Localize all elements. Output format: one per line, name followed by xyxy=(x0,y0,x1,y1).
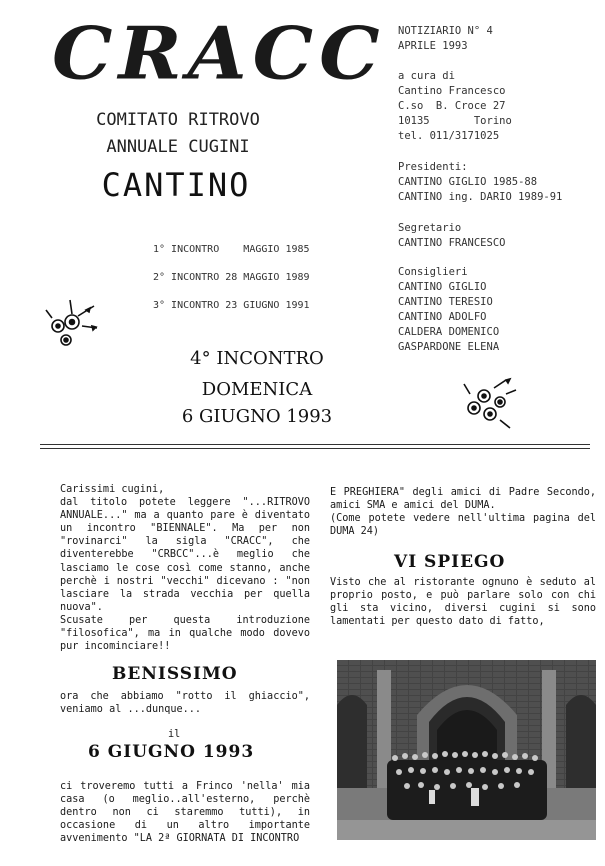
flower-left-icon xyxy=(42,296,100,354)
flower-right-icon xyxy=(460,374,518,432)
heading-benissimo: BENISSIMO xyxy=(112,664,238,684)
president-1: CANTINO GIGLIO 1985-88 xyxy=(398,176,538,188)
advisor-3: CANTINO ADOLFO xyxy=(398,311,487,323)
group-photo xyxy=(337,660,596,840)
meeting-2: 2° INCONTRO 28 MAGGIO 1989 xyxy=(153,272,310,283)
event-line-2: DOMENICA xyxy=(201,379,313,400)
advisor-5: GASPARDONE ELENA xyxy=(398,341,500,353)
curator-phone: tel. 011/3171025 xyxy=(398,130,500,142)
curator-label: a cura di xyxy=(398,70,455,82)
article-para-4: E PREGHIERA" degli amici di Padre Secondo, amici SMA e amici del DUMA. (Come potete vedere nell'ultima pagina del DUMA 24) xyxy=(330,487,596,538)
issue-number: NOTIZIARIO N° 4 xyxy=(398,25,493,37)
article-para-5: Visto che al ristorante ognuno è seduto al proprio posto, e può parlare solo con chi gli sta vicino, diversi cugini si sono lamentati per questo dato di fatto, xyxy=(330,577,596,628)
presidents-label: Presidenti: xyxy=(398,161,468,173)
advisor-4: CALDERA DOMENICO xyxy=(398,326,500,338)
meeting-1: 1° INCONTRO MAGGIO 1985 xyxy=(153,244,310,255)
curator-address: C.so B. Croce 27 xyxy=(398,100,506,112)
secretary-label: Segretario xyxy=(398,222,462,234)
family-name: CANTINO xyxy=(101,166,251,204)
event-line-1: 4° INCONTRO xyxy=(190,348,324,369)
article-intro xyxy=(60,483,310,653)
issue-date: APRILE 1993 xyxy=(398,40,468,52)
advisor-2: CANTINO TERESIO xyxy=(398,296,493,308)
article-para-3: ci troveremo tutti a Frinco 'nella' mia casa (o meglio..all'esterno, perchè dentro non ci staremmo tutti), in occasione di un altro importante avvenimento "LA 2ª GIORNATA DI INCONTRO xyxy=(60,781,310,845)
cracc-logo: CRACC xyxy=(52,11,386,96)
heading-date: 6 GIUGNO 1993 xyxy=(88,742,255,762)
advisors-label: Consiglieri xyxy=(398,266,468,278)
advisor-1: CANTINO GIGLIO xyxy=(398,281,487,293)
president-2: CANTINO ing. DARIO 1989-91 xyxy=(398,191,563,203)
article-il: il xyxy=(168,729,181,740)
event-line-3: 6 GIUGNO 1993 xyxy=(181,406,333,427)
meeting-3: 3° INCONTRO 23 GIUGNO 1991 xyxy=(153,300,310,311)
secretary-name: CANTINO FRANCESCO xyxy=(398,237,506,249)
tagline-line-1: COMITATO RITROVO xyxy=(96,110,260,130)
article-para-1: Carissimi cugini, dal titolo potete leggere "...RITROVO ANNUALE..." ma a quanto pare è diventato un incontro "BIENNALE". Ma per non "rovinarci" la sigla "CRACC", che diventerebbe "CRBCC"...è meglio che lasciamo le cose così come stanno, anche perchè i nostri "vecchi" dicevano : "non lasciare la strada vecchia per quella nuova". Scusate per questa introduzione "filosofica", ma in qualche modo dovevo pur incominciare!! xyxy=(60,484,310,653)
divider-rule-2 xyxy=(40,448,590,449)
heading-vi-spiego: VI SPIEGO xyxy=(394,552,506,572)
divider-rule-1 xyxy=(40,444,590,445)
article-para-2: ora che abbiamo "rotto il ghiaccio", veniamo al ...dunque... xyxy=(60,691,310,716)
curator-city: 10135 Torino xyxy=(398,115,512,127)
curator-name: Cantino Francesco xyxy=(398,85,506,97)
tagline-line-2: ANNUALE CUGINI xyxy=(106,137,250,157)
